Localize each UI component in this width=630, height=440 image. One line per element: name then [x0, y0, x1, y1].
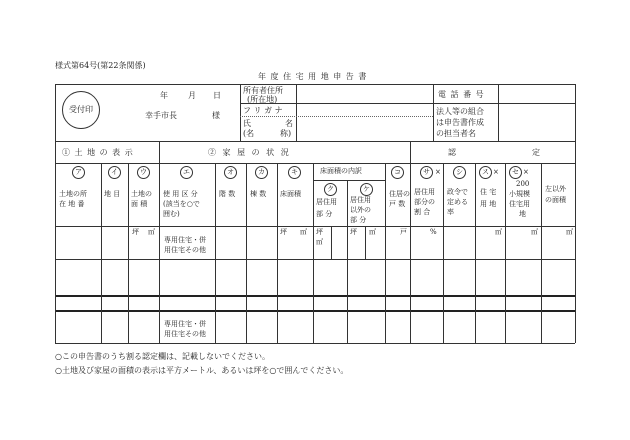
- circle-label: サ: [420, 166, 433, 179]
- honorific: 様: [212, 111, 220, 120]
- unit: ㎡: [566, 228, 573, 236]
- date-year: 年: [160, 91, 168, 100]
- section-confirm-2: 定: [532, 148, 540, 157]
- phone-label: 電 話 番 号: [438, 90, 485, 99]
- rule: [55, 163, 575, 164]
- form-title: 年 度 住 宅 用 地 申 告 書: [258, 72, 368, 81]
- corp-label-2: は申告書作成: [436, 118, 484, 127]
- section-house: ② 家 屋 の 状 況: [208, 148, 291, 157]
- unit: 坪: [280, 228, 287, 236]
- col-land-area-2: 面 積: [131, 200, 148, 208]
- col-other-1: 左以外: [545, 185, 566, 193]
- rule: [55, 141, 575, 142]
- reception-seal-stamp: 受付印: [62, 91, 100, 129]
- dotted-rule: [240, 116, 433, 117]
- rule: [313, 163, 314, 343]
- rule: [498, 84, 499, 141]
- unit: ㎡: [531, 228, 538, 236]
- circle-label: カ: [255, 166, 268, 179]
- rule: [505, 163, 506, 343]
- rule: [240, 103, 575, 104]
- rule: [240, 84, 241, 141]
- rule: [475, 163, 476, 343]
- furigana-label: フ リ ガ ナ: [243, 106, 283, 115]
- rule: [443, 163, 444, 343]
- rule: [433, 84, 434, 141]
- note-2: ○土地及び家屋の面積の表示は平方メートル、あるいは坪を○で囲んでください。: [55, 366, 349, 375]
- owner-location-label: (所在地): [247, 95, 278, 104]
- times-sign: ×: [435, 168, 441, 176]
- col-ratio-3: 割 合: [414, 208, 431, 216]
- unit: ㎡: [300, 228, 307, 236]
- rule: [101, 163, 102, 343]
- col-land-area-1: 土地の: [131, 190, 152, 198]
- col-rate-1: 政令で: [447, 188, 468, 196]
- times-sign: ×: [523, 168, 529, 176]
- rule: [128, 163, 129, 343]
- unit: 坪: [132, 228, 139, 236]
- circle-label: ウ: [137, 166, 150, 179]
- col-land-location-2: 在 地 番: [59, 200, 85, 208]
- rule: [347, 180, 348, 343]
- col-land-category: 地 目: [104, 190, 121, 198]
- note-1: ○この申告書のうち割る認定欄は、記載しないでください。: [55, 352, 270, 361]
- circle-label: ス: [479, 166, 492, 179]
- circle-label: エ: [180, 166, 193, 179]
- rule: [331, 226, 332, 259]
- col-ratio-2: 部分の: [414, 198, 435, 206]
- rule: [55, 226, 575, 227]
- rule: [55, 84, 575, 85]
- rule: [575, 84, 576, 343]
- times-sign: ×: [493, 168, 499, 176]
- rule: [410, 141, 411, 343]
- col-use-1: 使 用 区 分: [163, 190, 198, 198]
- col-residential-part-1: 居住用: [316, 198, 337, 206]
- circle-label: コ: [391, 166, 404, 179]
- form-number: 様式第64号(第22条関係): [55, 61, 146, 70]
- col-small-4: 地: [519, 210, 526, 218]
- breakdown-header: 床面積の内訳: [320, 167, 362, 175]
- col-land-location-1: 土地の所: [59, 190, 87, 198]
- unit: ㎡: [495, 228, 502, 236]
- rule: [541, 163, 542, 343]
- col-residential-land-2: 用 地: [480, 200, 497, 208]
- circle-label: オ: [224, 166, 237, 179]
- use-options-2: 用住宅その他: [164, 330, 206, 338]
- col-nonresidential-2: 以外の: [350, 206, 371, 214]
- name-paren-1: (名: [243, 129, 255, 138]
- col-residential-land-1: 住 宅: [480, 188, 497, 196]
- circle-label: イ: [108, 166, 121, 179]
- unit: ㎡: [369, 228, 376, 236]
- rule: [296, 84, 297, 141]
- circle-label: シ: [453, 166, 466, 179]
- col-small-2: 小規模: [509, 190, 530, 198]
- rule: [159, 141, 160, 343]
- col-floor-area: 床面積: [280, 190, 301, 198]
- use-options-2: 用住宅その他: [164, 246, 206, 254]
- rule: [277, 163, 278, 343]
- section-land: ① 土 地 の 表 示: [62, 148, 134, 157]
- rule: [313, 180, 385, 181]
- unit: %: [430, 228, 437, 236]
- circle-label: セ: [509, 166, 522, 179]
- col-nonresidential-1: 居住用: [350, 196, 371, 204]
- rule: [55, 84, 56, 343]
- col-nonresidential-3: 部 分: [350, 216, 367, 224]
- col-floors: 階 数: [219, 190, 236, 198]
- col-small-3: 住宅用: [509, 200, 530, 208]
- col-units-1: 住居の: [389, 190, 410, 198]
- unit: 坪: [350, 228, 357, 236]
- col-rate-3: 率: [447, 208, 454, 216]
- use-options-1: 専用住宅・併: [164, 320, 206, 328]
- rule: [55, 310, 575, 312]
- col-rate-2: 定める: [447, 198, 468, 206]
- rule: [55, 343, 575, 344]
- rule: [246, 163, 247, 343]
- name-label-1: 氏: [243, 119, 251, 128]
- unit: 坪: [316, 228, 323, 236]
- rule: [385, 163, 386, 343]
- col-other-2: の面積: [545, 196, 566, 204]
- col-small-1: 200: [516, 180, 530, 188]
- circle-label: ア: [72, 166, 85, 179]
- unit: 戸: [400, 228, 407, 236]
- name-paren-2: 称): [280, 129, 292, 138]
- rule: [55, 295, 575, 297]
- unit: ㎡: [316, 238, 323, 246]
- circle-label: ケ: [360, 183, 373, 196]
- addressee: 幸手市長: [145, 111, 177, 120]
- col-use-2: (該当を○で: [163, 200, 200, 208]
- date-day: 日: [213, 91, 221, 100]
- circle-label: ク: [324, 183, 337, 196]
- corp-label-1: 法人等の組合: [436, 107, 484, 116]
- corp-label-3: の担当者名: [436, 129, 476, 138]
- rule: [215, 163, 216, 343]
- col-residential-part-2: 部 分: [316, 210, 333, 218]
- col-buildings: 棟 数: [250, 190, 267, 198]
- col-units-2: 戸 数: [389, 200, 406, 208]
- col-ratio-1: 居住用: [414, 188, 435, 196]
- circle-label: キ: [288, 166, 301, 179]
- rule: [365, 226, 366, 259]
- rule: [55, 259, 575, 260]
- use-options-1: 専用住宅・併: [164, 236, 206, 244]
- name-label-2: 名: [285, 119, 293, 128]
- unit: ㎡: [148, 228, 155, 236]
- section-confirm-1: 認: [448, 148, 456, 157]
- date-month: 月: [188, 91, 196, 100]
- owner-address-label: 所有者住所: [243, 86, 283, 95]
- col-use-3: 囲む): [163, 210, 180, 218]
